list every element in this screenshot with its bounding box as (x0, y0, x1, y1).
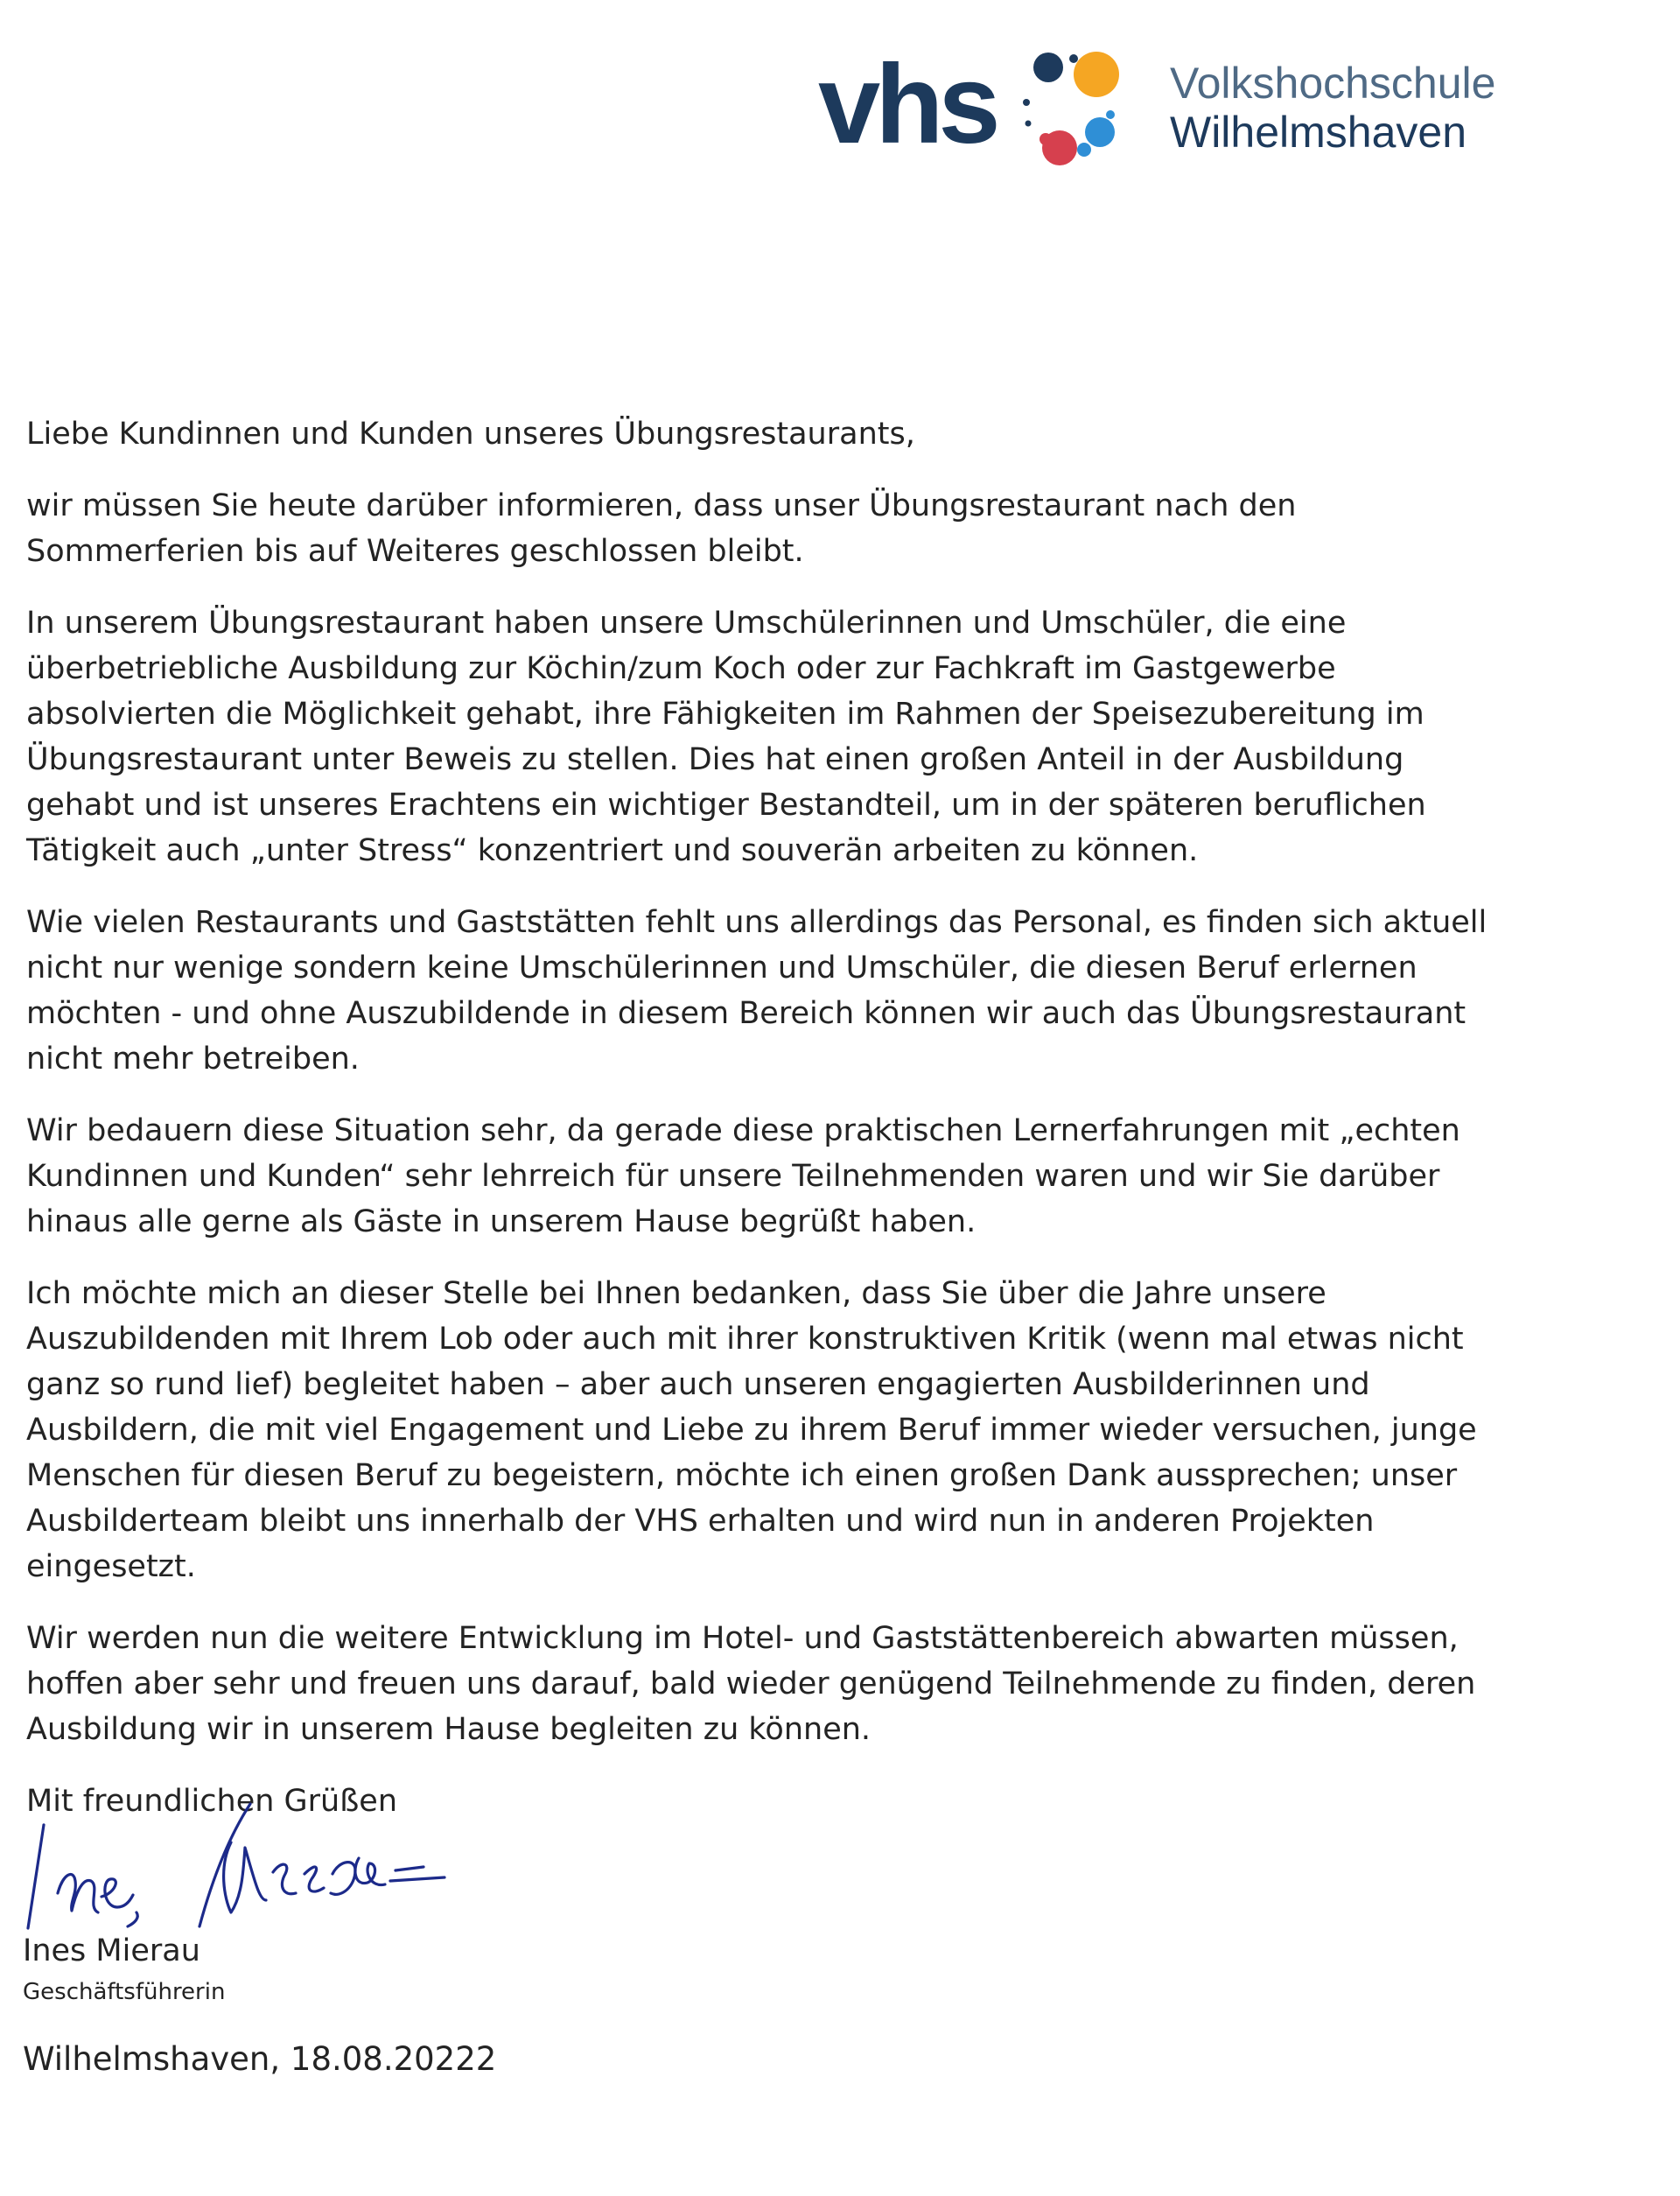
letter-paragraph: Wir bedauern diese Situation sehr, da gerade diese praktischen Lernerfahrungen mit „echten Kundinnen und Kunden“ sehr lehrreich für unsere Teilnehmenden waren und wir Sie darüber hinaus alle gerne als Gäste in unserem Hause begrüßt haben. (26, 1113, 1460, 1239)
letter-closing: Mit freundlichen Grüßen (26, 1784, 397, 1819)
logo-dot-blue-small (1077, 143, 1091, 157)
logo-org-line-1: Volkshochschule (1170, 59, 1496, 108)
logo-dot-orange (1074, 52, 1119, 97)
logo-org-line-2: Wilhelmshaven (1170, 108, 1467, 157)
logo-dot-blue-large (1085, 117, 1115, 147)
place-and-date: Wilhelmshaven, 18.08.20222 (23, 2040, 497, 2078)
logo-dot-blue-tiny (1106, 110, 1115, 119)
logo-wordmark: vhs (818, 42, 996, 167)
logo-dot-navy-large (1033, 53, 1063, 82)
letter-paragraph: Ich möchte mich an dieser Stelle bei Ihnen bedanken, dass Sie über die Jahre unsere Auszubildenden mit Ihrem Lob oder auch mit ihrer konstruktiven Kritik (wenn mal etwas nicht ganz so rund lief) begleitet haben – aber auch unseren engagierten Ausbilderinnen und Ausbildern, die mit viel Engagement und Liebe zu ihrem Beruf immer wieder versuchen, junge Menschen für diesen Beruf zu begeistern, möchte ich einen großen Dank aussprechen; unser Ausbilderteam bleibt uns innerhalb der VHS erhalten und wird nun in anderen Projekten eingesetzt. (26, 1276, 1477, 1584)
letter-paragraph: wir müssen Sie heute darüber informieren, dass unser Übungsrestaurant nach den Sommerferien bis auf Weiteres geschlossen bleibt. (26, 488, 1297, 569)
logo-dots-icon (1019, 46, 1124, 169)
letter-paragraph: In unserem Übungsrestaurant haben unsere Umschülerinnen und Umschüler, die eine überbetriebliche Ausbildung zur Köchin/zum Koch oder zur Fachkraft im Gastgewerbe absolvierten die Möglichkeit gehabt, ihre Fähigkeiten im Rahmen der Speisezubereitung im Übungsrestaurant unter Beweis zu stellen. Dies hat einen großen Anteil in der Ausbildung gehabt und ist unseres Erachtens ein wichtiger Bestandteil, um in der späteren beruflichen Tätigkeit auch „unter Stress“ konzentriert und souverän arbeiten zu können. (26, 606, 1426, 868)
logo-dot-navy-left-2 (1026, 121, 1032, 127)
letter-paragraph: Wie vielen Restaurants und Gaststätten fehlt uns allerdings das Personal, es finden sich aktuell nicht nur wenige sondern keine Umschülerinnen und Umschüler, die diesen Beruf erlernen möchten - und ohne Auszubildende in diesem Bereich können wir auch das Übungsrestaurant nicht mehr betreiben. (26, 905, 1488, 1077)
letter-body (26, 411, 1496, 1850)
letter-paragraph: Wir werden nun die weitere Entwicklung im Hotel- und Gaststättenbereich abwarten müssen, hoffen aber sehr und freuen uns darauf, bald wieder genügend Teilnehmende zu finden, deren Ausbildung wir in unserem Hause begleiten zu können. (26, 1621, 1476, 1747)
logo-organization-name (1170, 59, 1495, 157)
signer-name: Ines Mierau (23, 1933, 200, 1968)
vhs-logo (818, 39, 1501, 171)
logo-dot-red-small (1040, 133, 1052, 145)
logo-dot-navy-small (1069, 54, 1078, 63)
signer-role: Geschäftsführerin (23, 1979, 226, 2005)
logo-dot-navy-left-1 (1023, 99, 1030, 106)
letter-salutation: Liebe Kundinnen und Kunden unseres Übungsrestaurants, (26, 417, 915, 452)
